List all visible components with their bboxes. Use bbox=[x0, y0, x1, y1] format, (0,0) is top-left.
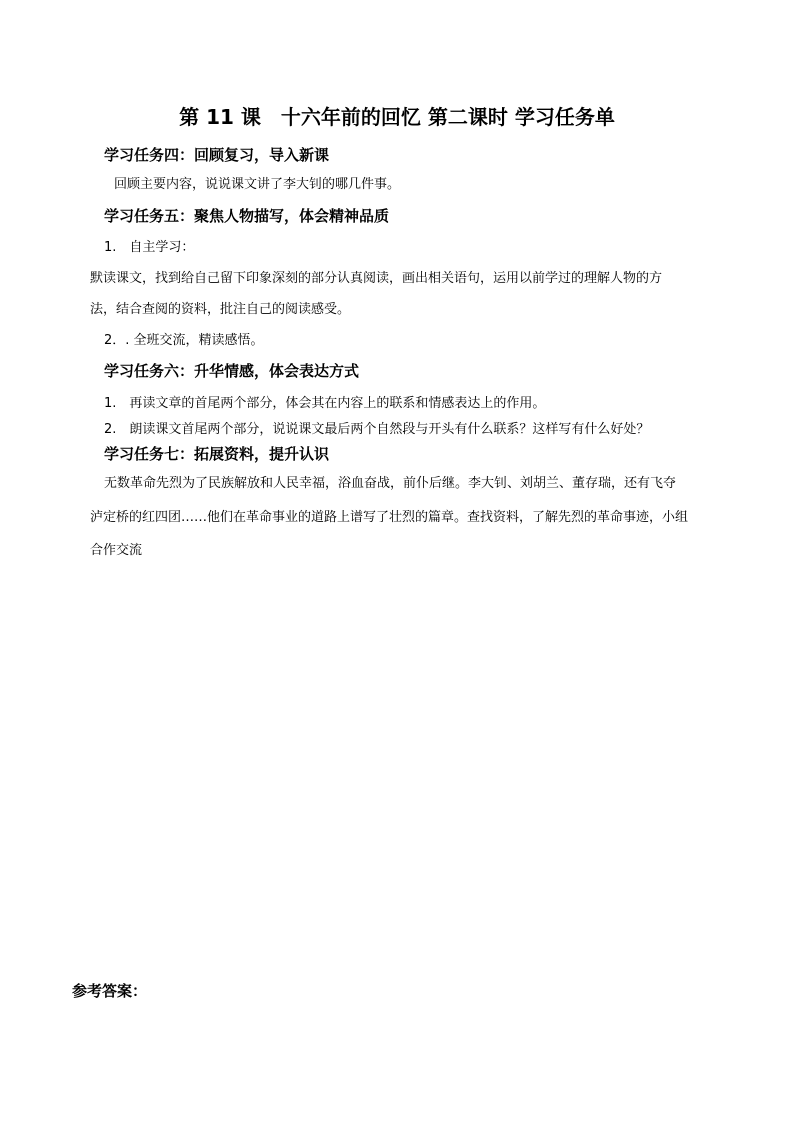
task7-heading: 学习任务七：拓展资料，提升认识 bbox=[104, 445, 330, 463]
task6-item2: 2. 朗读课文首尾两个部分，说说课文最后两个自然段与开头有什么联系？这样写有什么好处？ bbox=[104, 422, 650, 437]
task5-heading: 学习任务五：聚焦人物描写，体会精神品质 bbox=[104, 207, 390, 225]
page-title: 第 11 课 十六年前的回忆 第二课时 学习任务单 bbox=[179, 105, 615, 129]
task6-heading: 学习任务六：升华情感，体会表达方式 bbox=[104, 362, 360, 380]
task7-line2: 泸定桥的红四团……他们在革命事业的道路上谱写了壮烈的篇章。查找资料，了解先烈的革命事迹，小组 bbox=[90, 510, 689, 525]
task5-item1-line1: 默读课文，找到给自己留下印象深刻的部分认真阅读，画出相关语句，运用以前学过的理解人物的方 bbox=[90, 271, 663, 286]
task5-item1-line2: 法，结合查阅的资料，批注自己的阅读感受。 bbox=[90, 302, 351, 317]
task7-line1: 无数革命先烈为了民族解放和人民幸福，浴血奋战，前仆后继。李大钊、刘胡兰、董存瑞，还有飞夺 bbox=[104, 476, 677, 491]
answer-label: 参考答案： bbox=[72, 982, 148, 1000]
task5-item2: 2．. 全班交流，精读感悟。 bbox=[104, 333, 264, 348]
task6-item1: 1. 再读文章的首尾两个部分，体会其在内容上的联系和情感表达上的作用。 bbox=[104, 396, 546, 411]
task7-line3: 合作交流 bbox=[90, 543, 143, 558]
task5-item1-label: 1. 自主学习： bbox=[104, 240, 195, 255]
task4-heading: 学习任务四：回顾复习，导入新课 bbox=[104, 146, 330, 164]
task4-text: 回顾主要内容，说说课文讲了李大钊的哪几件事。 bbox=[114, 177, 401, 192]
